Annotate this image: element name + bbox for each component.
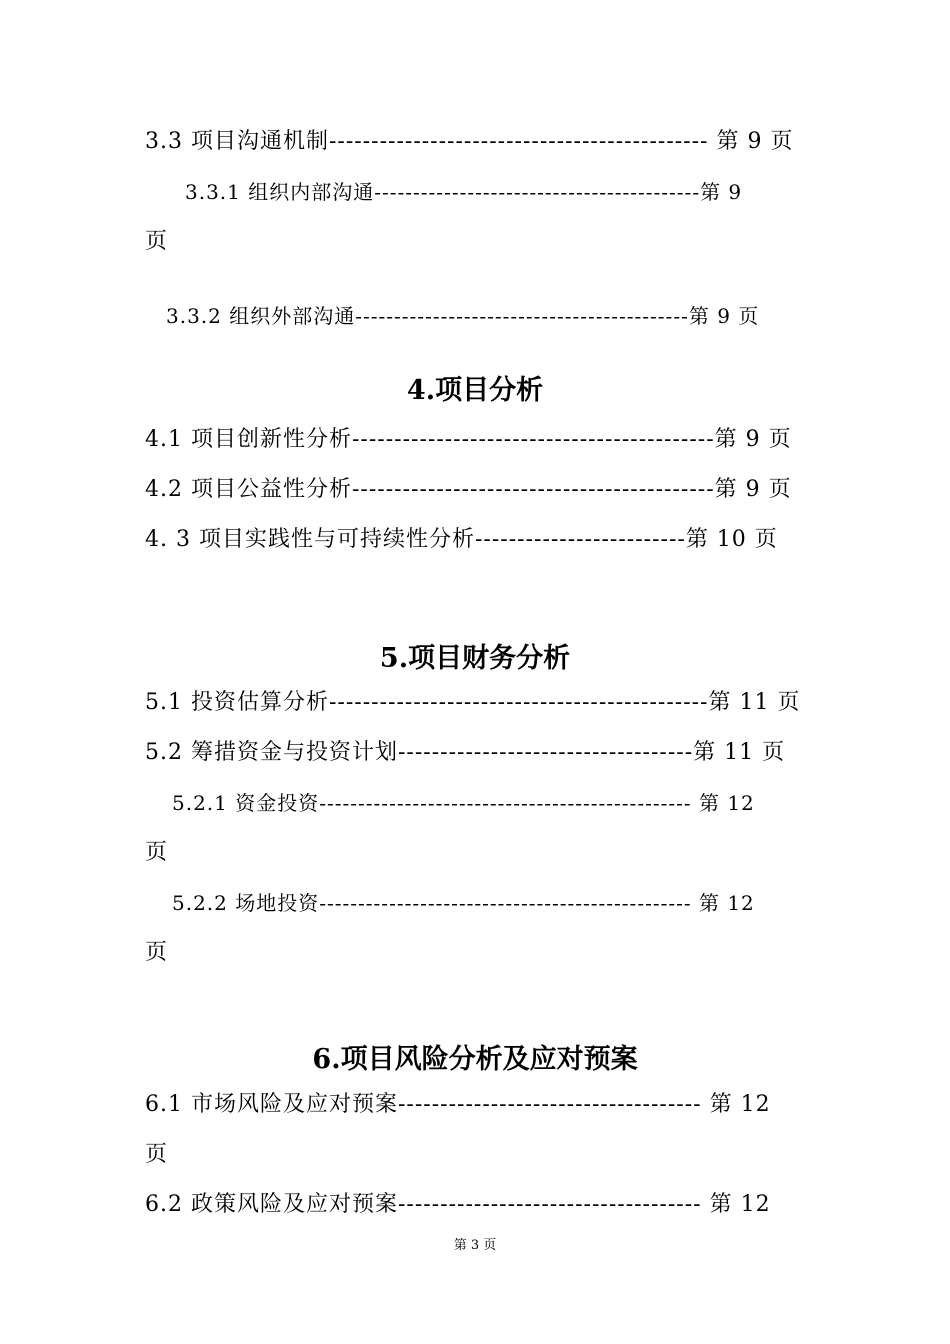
toc-entry-6-1-wrap: 页	[145, 1142, 169, 1167]
section-heading-4: 4.项目分析	[406, 375, 544, 406]
toc-entry-5-2-2: 5.2.2 场地投资------------------------------------------------ 第 12	[172, 891, 755, 915]
toc-entry-4-3: 4. 3 项目实践性与可持续性分析-------------------------第 10 页	[145, 527, 778, 552]
toc-entry-5-1: 5.1 投资估算分析---------------------------------------------第 11 页	[145, 690, 801, 715]
toc-entry-6-2: 6.2 政策风险及应对预案------------------------------------ 第 12	[145, 1192, 771, 1217]
toc-entry-5-2-2-wrap: 页	[145, 940, 169, 965]
toc-entry-3-3: 3.3 项目沟通机制--------------------------------------------- 第 9 页	[145, 129, 794, 154]
toc-entry-3-3-2: 3.3.2 组织外部沟通-------------------------------------------第 9 页	[166, 304, 760, 328]
toc-entry-3-3-1: 3.3.1 组织内部沟通------------------------------------------第 9	[185, 180, 743, 204]
toc-entry-5-2: 5.2 筹措资金与投资计划-----------------------------------第 11 页	[145, 740, 786, 765]
toc-entry-6-1: 6.1 市场风险及应对预案------------------------------------ 第 12	[145, 1092, 771, 1117]
section-heading-5: 5.项目财务分析	[379, 643, 571, 674]
toc-entry-4-2: 4.2 项目公益性分析-------------------------------------------第 9 页	[145, 477, 792, 502]
toc-entry-5-2-1-wrap: 页	[145, 840, 169, 865]
section-heading-6: 6.项目风险分析及应对预案	[312, 1044, 638, 1075]
toc-entry-5-2-1: 5.2.1 资金投资------------------------------------------------ 第 12	[172, 791, 755, 815]
toc-entry-4-1: 4.1 项目创新性分析-------------------------------------------第 9 页	[145, 427, 792, 452]
page-number-footer: 第 3 页	[453, 1238, 497, 1253]
toc-entry-3-3-1-wrap: 页	[145, 229, 169, 254]
